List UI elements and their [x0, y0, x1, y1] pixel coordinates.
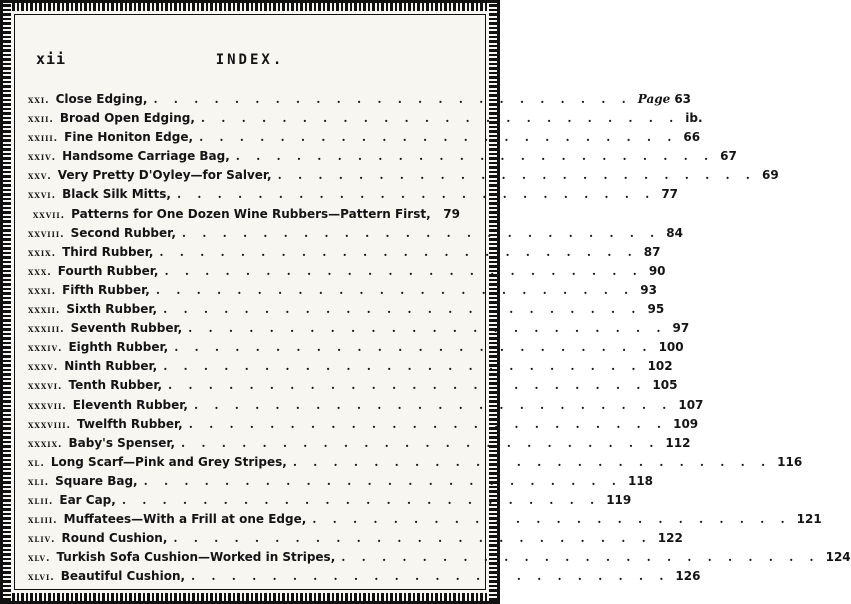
entry-page: 126: [675, 569, 701, 584]
entry-number: xxiv.: [28, 152, 57, 164]
dot-leader: . . . . . . . . . . . . . . . . . . . . . . . .: [191, 569, 670, 584]
entry-title: Fine Honiton Edge,: [64, 130, 194, 145]
page-number: xii: [36, 50, 67, 68]
index-entry: [28, 225, 683, 245]
index-entry: [28, 397, 704, 417]
dot-leader: . . . . . . . . . . . . . . . . . . . . . . . .: [181, 435, 660, 450]
entry-page: 121: [796, 512, 822, 527]
dot-leader: . . . . . . . . . . . . . . . . . . . . . . . .: [181, 225, 661, 240]
entry-number: xxxviii.: [28, 419, 72, 431]
dot-leader: . . . . . . . . . . . . . . . . . . . . . . . .: [168, 378, 647, 393]
entry-page: 124: [825, 550, 851, 565]
dot-leader: . . . . . . . . . . . . . . . . . . . . . . . .: [194, 397, 673, 412]
entry-number: xxx.: [28, 266, 52, 278]
entry-number: xxi.: [28, 95, 50, 106]
entry-title: Black Silk Mitts,: [62, 187, 171, 202]
dot-leader: . . . . . . . . . . . . . . . . . . . . . . . .: [159, 244, 638, 259]
entry-title: Tenth Rubber,: [68, 378, 163, 393]
entry-number: xxii.: [28, 114, 54, 126]
entry-page: 95: [647, 302, 665, 317]
dot-leader: . . . . . . . . . . . . . . . . . . . . . . . .: [176, 187, 656, 202]
dot-leader: . . . . . . . . . . . . . . . . . . . . . . . .: [153, 92, 632, 106]
dot-leader: . . . . . . . . . . . . . . . . . . . . . . . .: [155, 282, 635, 297]
entry-title: Long Scarf—Pink and Grey Stripes,: [50, 454, 287, 469]
index-entry: [28, 244, 661, 264]
index-entry: [28, 302, 665, 321]
index-entry: [28, 435, 691, 455]
entry-number: xxxi.: [28, 285, 57, 297]
index-entry: [28, 207, 460, 226]
entry-page: 118: [627, 473, 654, 488]
index-entry: [28, 282, 657, 302]
entry-title: Close Edging,: [55, 92, 148, 106]
entry-title: Fourth Rubber,: [57, 263, 159, 278]
entry-number: xxxvii.: [28, 400, 67, 412]
entry-number: xxxii.: [28, 305, 61, 317]
dot-leader: . . . . . . . . . . . . . . . . . . . . . . . .: [200, 111, 680, 126]
index-entry: [28, 512, 822, 531]
entry-page: 87: [643, 244, 661, 259]
entry-title: Second Rubber,: [70, 225, 176, 240]
entry-number: xlii.: [28, 495, 54, 507]
dot-leader: . . . . . . . . . . . . . . . . . . . . . . . .: [163, 359, 642, 374]
entry-page: 90: [648, 263, 666, 278]
entry-title: Third Rubber,: [62, 244, 154, 259]
entry-title: Handsome Carriage Bag,: [62, 149, 230, 164]
entry-page: 119: [606, 492, 632, 507]
index-entry: [28, 321, 690, 340]
entry-number: xliii.: [28, 515, 58, 527]
entry-number: xliv.: [28, 534, 56, 546]
entry-number: xxxv.: [28, 362, 59, 374]
entry-page: 93: [640, 282, 657, 297]
entry-number: xxxix.: [28, 438, 63, 450]
index-entry: [28, 378, 678, 397]
dot-leader: . . . . . . . . . . . . . . . . . . . . . . . .: [121, 492, 601, 507]
entry-title: Ear Cap,: [59, 492, 116, 507]
index-entry: [28, 92, 692, 111]
entry-title: Very Pretty D'Oyley—for Salver,: [57, 168, 272, 183]
dot-leader: . . . . . . . . . . . . . . . . . . . . . . . .: [174, 340, 653, 355]
dot-leader: . . . . . . . . . . . . . . . . . . . . . . . .: [188, 416, 668, 431]
decorative-border-bottom: [3, 593, 497, 601]
entry-title: Round Cushion,: [61, 531, 168, 546]
entry-title: Eighth Rubber,: [68, 340, 169, 355]
entry-number: xxvi.: [28, 190, 57, 202]
dot-leader: . . . . . . . . . . . . . . . . . . . . . . . .: [341, 550, 820, 565]
index-list: [28, 92, 851, 588]
index-entry: [28, 473, 654, 493]
dot-leader: . . . . . . . . . . . . . . . . . . . . . . . .: [173, 531, 652, 546]
page-title: INDEX.: [215, 52, 285, 68]
dot-leader: . . . . . . . . . . . . . . . . . . . . . . . .: [277, 168, 756, 183]
dot-leader: . . . . . . . . . . . . . . . . . . . . . . . .: [164, 263, 643, 278]
entry-number: xl.: [28, 457, 45, 469]
entry-title: Fifth Rubber,: [62, 282, 150, 297]
entry-number: xxvii.: [32, 209, 66, 221]
entry-page: 105: [652, 378, 678, 393]
index-entry: [28, 569, 701, 588]
entry-number: xlv.: [28, 553, 51, 565]
entry-page: 97: [672, 321, 690, 336]
entry-title: Ninth Rubber,: [64, 359, 158, 374]
decorative-border-top: [3, 3, 497, 11]
index-entry: [28, 531, 683, 550]
dot-leader: . . . . . . . . . . . . . . . . . . . . . . . .: [292, 454, 772, 469]
entry-page: 69: [761, 168, 779, 183]
decorative-border-left: [3, 3, 11, 601]
entry-title: Patterns for One Dozen Wine Rubbers—Pattern First,: [71, 206, 431, 221]
dot-leader: . . . . . . . . . . . . . . . . . . . . . . . .: [143, 473, 622, 488]
entry-title: Seventh Rubber,: [70, 321, 183, 336]
index-entry: [28, 550, 851, 569]
index-entry: [28, 111, 703, 130]
entry-title: Beautiful Cushion,: [60, 569, 186, 584]
index-entry: [28, 416, 699, 436]
entry-number: xxxiii.: [28, 324, 65, 336]
index-entry: [28, 454, 803, 474]
entry-page: 84: [666, 225, 683, 240]
entry-number: xli.: [28, 476, 50, 488]
entry-page: ib.: [685, 111, 703, 126]
entry-page: 79: [443, 206, 460, 221]
entry-title: Muffatees—With a Frill at one Edge,: [63, 512, 307, 527]
entry-page: 100: [658, 340, 684, 355]
entry-page: 63: [674, 92, 692, 106]
entry-title: Sixth Rubber,: [66, 302, 158, 317]
index-entry: [28, 359, 673, 378]
entry-number: xlvi.: [28, 572, 55, 584]
entry-page: 77: [661, 187, 679, 202]
index-entry: [28, 492, 632, 512]
entry-page: 116: [777, 454, 803, 469]
entry-title: Twelfth Rubber,: [77, 416, 183, 431]
entry-title: Eleventh Rubber,: [72, 397, 188, 412]
entry-number: xxxvi.: [28, 381, 63, 393]
index-entry: [28, 168, 779, 187]
dot-leader: . . . . . . . . . . . . . . . . . . . . . . . .: [235, 149, 715, 164]
dot-leader: . . . . . . . . . . . . . . . . . . . . . . . .: [163, 302, 642, 317]
index-entry: [28, 149, 737, 168]
entry-number: xxxiv.: [28, 343, 63, 355]
entry-page: 122: [657, 531, 683, 546]
entry-page: 107: [678, 397, 704, 412]
index-entry: [28, 130, 701, 149]
page-header: [36, 44, 464, 74]
entry-number: xxix.: [28, 247, 57, 259]
entry-number: xxiii.: [28, 133, 59, 145]
page-label: Page: [637, 92, 671, 106]
dot-leader: . . . . . . . . . . . . . . . . . . . . . . . .: [188, 321, 667, 336]
entry-title: Turkish Sofa Cushion—Worked in Stripes,: [56, 550, 336, 565]
entry-page: 67: [720, 149, 737, 164]
index-entry: [28, 187, 679, 206]
entry-page: 109: [673, 416, 699, 431]
index-entry: [28, 340, 684, 359]
index-entry: [28, 263, 666, 283]
entry-page: 102: [647, 359, 673, 374]
entry-number: xxv.: [28, 171, 52, 183]
entry-title: Baby's Spenser,: [68, 435, 176, 450]
entry-page: 112: [665, 435, 691, 450]
entry-number: xxviii.: [28, 228, 65, 240]
entry-title: Broad Open Edging,: [59, 111, 195, 126]
entry-page: 66: [683, 130, 701, 145]
dot-leader: . . . . . . . . . . . . . . . . . . . . . . . .: [199, 130, 678, 145]
dot-leader: . . . . . . . . . . . . . . . . . . . . . . . .: [312, 512, 791, 527]
entry-title: Square Bag,: [55, 473, 138, 488]
